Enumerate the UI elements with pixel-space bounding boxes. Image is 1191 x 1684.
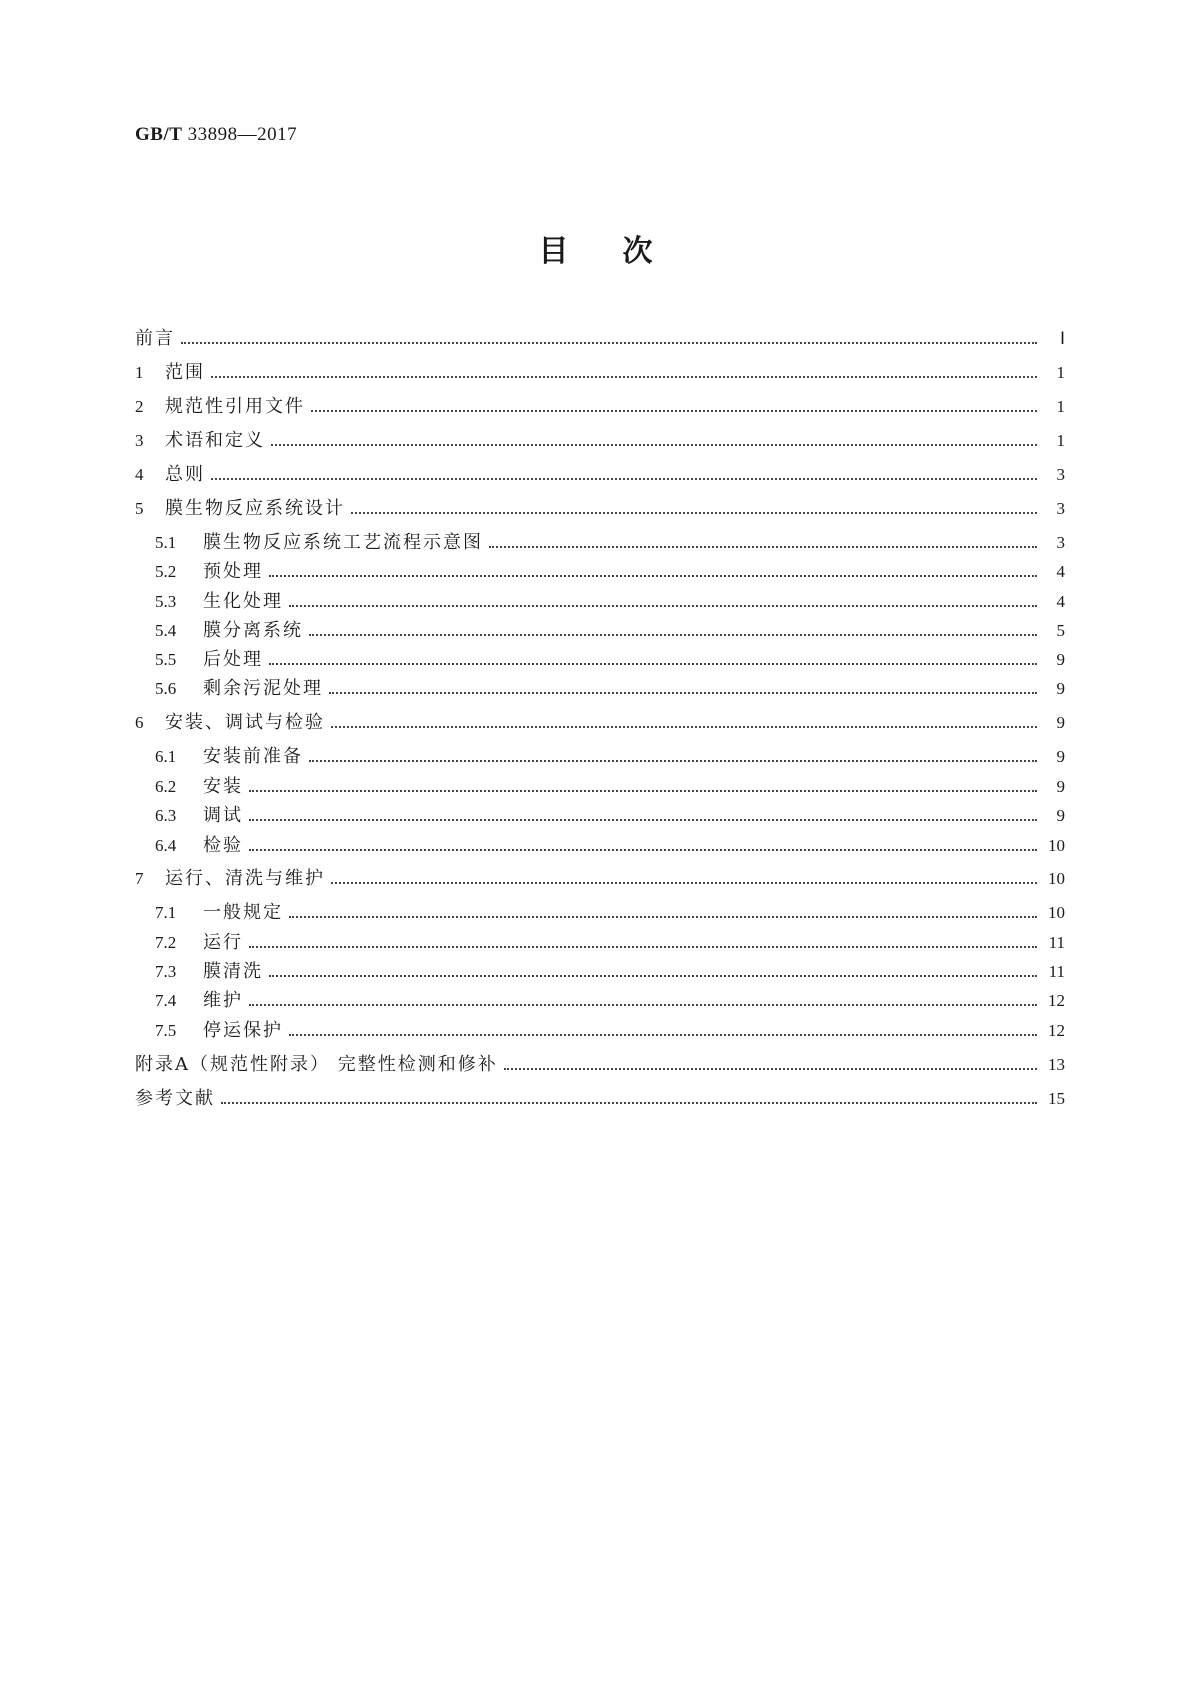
toc-entry-number: 4 [135,465,144,484]
toc-entry-number: 7.3 [155,962,177,981]
toc-entry-page: 9 [1056,650,1065,669]
toc-entry-page: 9 [1056,747,1065,766]
toc-entry[interactable] [135,1053,1065,1077]
toc-entry-page: 10 [1048,869,1065,888]
toc-entry-page: 12 [1048,1021,1065,1040]
toc-entry-number: 6.4 [155,836,177,855]
dot-leader [309,750,1037,762]
dot-leader [211,366,1037,378]
toc-entry-number: 7.2 [155,933,177,952]
toc-entry-label: 剩余污泥处理 [203,678,323,699]
toc-entry[interactable] [155,960,1065,984]
toc-entry-label: 生化处理 [203,591,283,612]
toc-entry-label: 维护 [203,990,243,1011]
toc-entry-number: 7 [135,869,144,888]
toc-entry-label: 术语和定义 [165,430,265,451]
toc-entry-number: 5.4 [155,621,177,640]
toc-entry[interactable] [155,901,1065,925]
toc-entry-number: 6.1 [155,747,177,766]
toc-entry[interactable] [155,560,1065,584]
toc-entry-label: 规范性引用文件 [165,396,305,417]
toc-entry-label: 膜分离系统 [203,620,303,641]
dot-leader [249,809,1037,821]
toc-entry[interactable] [155,931,1065,955]
toc-entry-page: 1 [1056,431,1065,450]
toc-entry-page: Ⅰ [1059,329,1065,348]
toc-entry[interactable] [155,590,1065,614]
dot-leader [271,434,1037,446]
toc-entry[interactable] [135,867,1065,891]
dot-leader [311,400,1037,412]
toc-entry-label: 运行、清洗与维护 [165,868,325,889]
toc-entry-page: 13 [1048,1055,1065,1074]
toc-entry-label: 膜生物反应系统设计 [165,498,345,519]
toc-entry[interactable] [135,711,1065,735]
toc-entry[interactable] [155,834,1065,858]
toc-entry-label: 运行 [203,932,243,953]
dot-leader [504,1058,1037,1070]
dot-leader [181,332,1037,344]
toc-entry-label: 总则 [165,464,205,485]
dot-leader [269,565,1037,577]
dot-leader [289,906,1037,918]
toc-entry[interactable] [155,804,1065,828]
toc-entry[interactable] [155,648,1065,672]
toc-entry[interactable] [135,1087,1065,1111]
toc-entry[interactable] [135,429,1065,453]
toc-entry-label: 膜清洗 [203,961,263,982]
toc-entry-page: 3 [1056,533,1065,552]
toc-entry[interactable] [135,497,1065,521]
toc-entry-page: 4 [1056,562,1065,581]
toc-entry-page: 4 [1056,592,1065,611]
toc-entry-page: 9 [1056,679,1065,698]
toc-entry[interactable] [155,745,1065,769]
toc-entry-label: 检验 [203,835,243,856]
toc-entry-label: 安装前准备 [203,746,303,767]
dot-leader [289,595,1037,607]
toc-entry[interactable] [135,327,1065,351]
toc-entry-number: 6.2 [155,777,177,796]
toc-entry[interactable] [155,775,1065,799]
dot-leader [211,468,1037,480]
document-number [135,124,297,146]
toc-entry[interactable] [155,619,1065,643]
toc-entry[interactable] [135,463,1065,487]
toc-entry-page: 10 [1048,903,1065,922]
toc-entry-label: 预处理 [203,561,263,582]
toc-entry-page: 3 [1056,499,1065,518]
toc-entry-page: 15 [1048,1089,1065,1108]
toc-entry-page: 5 [1056,621,1065,640]
toc-entry[interactable] [135,361,1065,385]
toc-entry-number: 5 [135,499,144,518]
toc-entry-number: 1 [135,363,144,382]
toc-entry-page: 12 [1048,991,1065,1010]
dot-leader [249,839,1037,851]
toc-entry-page: 11 [1048,933,1065,952]
toc-entry-page: 10 [1048,836,1065,855]
standard-number: 33898—2017 [187,124,298,145]
dot-leader [289,1024,1037,1036]
toc-entry-page: 1 [1056,397,1065,416]
toc-entry[interactable] [155,531,1065,555]
toc-entry-label: 参考文献 [135,1088,215,1109]
dot-leader [489,536,1037,548]
toc-entry-page: 9 [1056,806,1065,825]
toc-entry-page: 9 [1056,713,1065,732]
toc-entry-label: 一般规定 [203,902,283,923]
toc-entry-number: 6.3 [155,806,177,825]
toc-entry-number: 6 [135,713,144,732]
toc-entry-label: 调试 [203,805,243,826]
dot-leader [249,780,1037,792]
toc-entry-label: 后处理 [203,649,263,670]
toc-entry[interactable] [155,677,1065,701]
page-title: 目次 [538,234,707,269]
toc-entry[interactable] [155,1019,1065,1043]
dot-leader [221,1092,1037,1104]
toc-entry-number: 7.4 [155,991,177,1010]
toc-entry-label: 范围 [165,362,205,383]
dot-leader [331,716,1037,728]
dot-leader [329,682,1037,694]
toc-entry-label: 安装 [203,776,243,797]
toc-entry-number: 7.5 [155,1021,177,1040]
toc-entry-number: 5.6 [155,679,177,698]
dot-leader [249,994,1037,1006]
toc-entry[interactable] [135,395,1065,419]
toc-entry[interactable] [155,989,1065,1013]
toc-entry-label: 停运保护 [203,1020,283,1041]
toc-entry-page: 3 [1056,465,1065,484]
toc-entry-number: 5.1 [155,533,177,552]
toc-entry-number: 2 [135,397,144,416]
dot-leader [331,872,1037,884]
standard-code: GB/T [135,124,183,145]
toc-entry-label: 前言 [135,328,175,349]
dot-leader [309,624,1037,636]
dot-leader [249,936,1037,948]
toc-entry-label: 膜生物反应系统工艺流程示意图 [203,532,483,553]
toc-entry-page: 11 [1048,962,1065,981]
toc-entry-number: 5.3 [155,592,177,611]
toc-entry-label: 附录A（规范性附录） 完整性检测和修补 [135,1054,498,1075]
dot-leader [269,653,1037,665]
toc-entry-page: 1 [1056,363,1065,382]
toc-entry-number: 5.5 [155,650,177,669]
toc-entry-page: 9 [1056,777,1065,796]
toc-entry-number: 5.2 [155,562,177,581]
toc-entry-number: 3 [135,431,144,450]
toc-entry-label: 安装、调试与检验 [165,712,325,733]
dot-leader [351,502,1037,514]
toc-entry-number: 7.1 [155,903,177,922]
dot-leader [269,965,1037,977]
